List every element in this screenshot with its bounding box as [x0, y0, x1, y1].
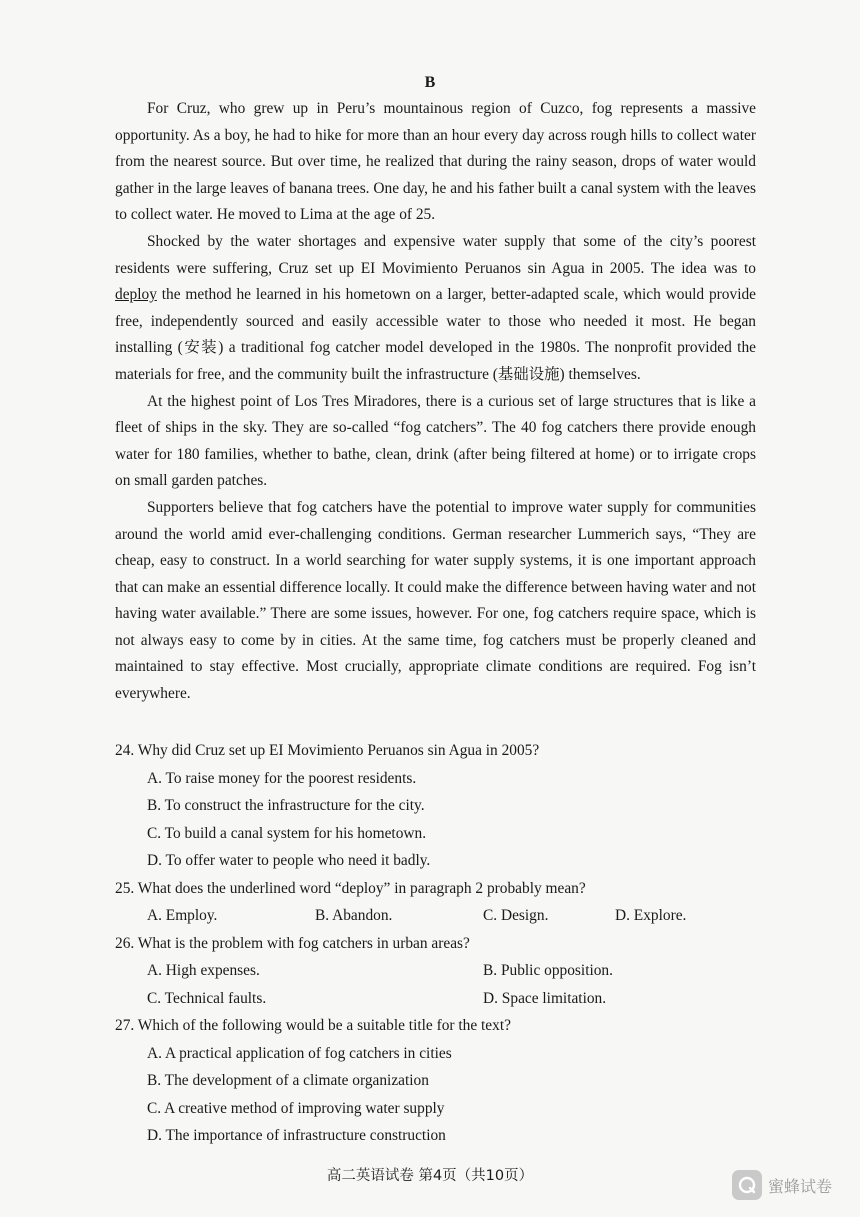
question-27: 27. Which of the following would be a suitable title for the text? [115, 1017, 511, 1034]
paragraph-1: For Cruz, who grew up in Peru’s mountainous region of Cuzco, fog represents a massive opportunity. As a boy, he had to hike for more than an hour every day across rough hills to collect water from the nearest source. But over time, he realized that during the rainy season, drops of water would gather in the large leaves of banana trees. One day, he and his father built a canal system with the leaves to collect water. He moved to Lima at the age of 25. [115, 100, 756, 224]
question-24: 24. Why did Cruz set up EI Movimiento Peruanos sin Agua in 2005? [115, 742, 540, 759]
watermark-text: 蜜蜂试卷 [767, 1176, 832, 1196]
option-25-d: D. Explore. [615, 907, 687, 924]
watermark-logo-icon [732, 1170, 762, 1200]
option-24-c: C. To build a canal system for his hometown. [147, 824, 427, 842]
options-25 [115, 902, 815, 930]
options-26-row-2 [115, 985, 815, 1013]
paragraph-2-start: Shocked by the water shortages and expensive water supply that some of the city’s poorest residents were suffering, Cruz set up EI Movimiento Peruanos sin Agua in 2005. The idea was to [115, 232, 756, 277]
watermark [732, 1170, 832, 1200]
option-25-b: B. Abandon. [315, 907, 393, 924]
option-27-c: C. A creative method of improving water supply [147, 1099, 445, 1117]
options-27 [115, 1040, 815, 1150]
option-25-a: A. Employ. [147, 907, 218, 924]
paragraph-2-end: the method he learned in his hometown on a larger, better-adapted scale, which would provide free, independently sourced and easily accessible water to those who needed it most. He began installing (安装) a traditional fog catcher model developed in the 1980s. The nonprofit provided the materials for free, and the community built the infrastructure (基础设施) themselves. [115, 286, 756, 383]
question-25: 25. What does the underlined word “deploy” in paragraph 2 probably mean? [115, 879, 586, 897]
option-27-d: D. The importance of infrastructure construction [147, 1127, 446, 1144]
option-26-c: C. Technical faults. [147, 989, 267, 1007]
options-24 [115, 765, 815, 875]
option-26-b: B. Public opposition. [483, 962, 613, 979]
page-footer: 高二英语试卷 第4页（共10页） [326, 1168, 534, 1184]
option-24-a: A. To raise money for the poorest residents. [147, 769, 417, 787]
option-27-a: A. A practical application of fog catchers in cities [147, 1044, 452, 1062]
underlined-word: deploy [115, 286, 157, 304]
paragraph-2 [115, 229, 756, 389]
question-26: 26. What is the problem with fog catchers in urban areas? [115, 934, 470, 952]
option-26-d: D. Space limitation. [483, 989, 607, 1007]
option-27-b: B. The development of a climate organization [147, 1072, 429, 1089]
option-26-a: A. High expenses. [147, 962, 260, 979]
paragraph-4: Supporters believe that fog catchers have the potential to improve water supply for communities around the world amid ever-challenging conditions. German researcher Lummerich says, “They are cheap, easy to construct. In a world searching for water supply systems, it is one important approach that can make an essential difference locally. It could make the difference between having water and not having water available.” There are some issues, however. For one, fog catchers require space, which is not always easy to come by in cities. At the same time, fog catchers must be properly cleaned and maintained to stay effective. Most crucially, appropriate climate conditions are required. Fog isn’t everywhere. [115, 498, 756, 703]
option-24-b: B. To construct the infrastructure for the city. [147, 797, 425, 814]
questions [115, 737, 815, 1150]
reading-passage [115, 96, 756, 708]
section-heading: B [424, 74, 436, 91]
paragraph-3: At the highest point of Los Tres Miradores, there is a curious set of large structures that is like a fleet of ships in the sky. They are so-called “fog catchers”. The 40 fog catchers there provide enough water for 180 families, whether to bathe, clean, drink (after being filtered at home) or to irrigate crops on small garden patches. [115, 392, 756, 490]
option-25-c: C. Design. [483, 907, 549, 924]
option-24-d: D. To offer water to people who need it badly. [147, 852, 431, 869]
options-26-row-1 [115, 957, 815, 985]
